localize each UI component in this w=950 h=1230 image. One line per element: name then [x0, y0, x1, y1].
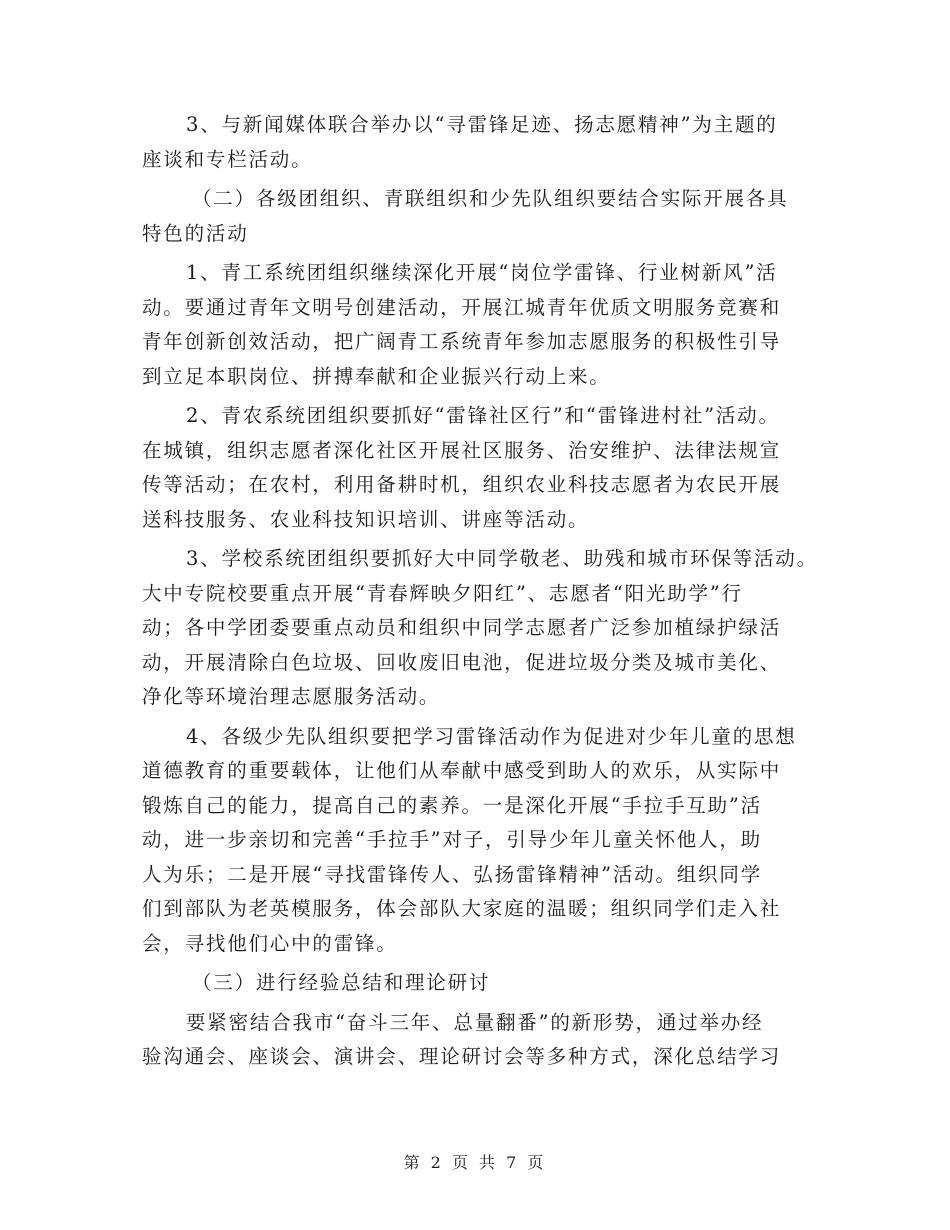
document-body	[142, 108, 832, 1080]
paragraph-line: 3、学校系统团组织要抓好大中同学敬老、助残和城市环保等活动。	[186, 547, 818, 570]
paragraph-line: 人为乐；二是开展“寻找雷锋传人、弘扬雷锋精神”活动。组织同学	[142, 862, 762, 886]
paragraph-line: 动。要通过青年文明号创建活动，开展江城青年优质文明服务竞赛和	[142, 295, 782, 319]
paragraph-line: 动；各中学团委要重点动员和组织中同学志愿者广泛参加植绿护绿活	[142, 616, 782, 639]
paragraph-line: 会，寻找他们心中的雷锋。	[142, 931, 398, 955]
paragraph-line: 到立足本职岗位、拼搏奉献和企业振兴行动上来。	[142, 364, 611, 388]
paragraph-line: 3、与新闻媒体联合举办以“寻雷锋足迹、扬志愿精神”为主题的	[186, 113, 778, 136]
paragraph-p8	[142, 1006, 832, 1075]
paragraph-line: 动，进一步亲切和完善“手拉手”对子，引导少年儿童关怀他人，助	[142, 828, 762, 851]
paragraph-line: 锻炼自己的能力，提高自己的素养。一是深化开展“手拉手互助”活	[142, 793, 762, 817]
paragraph-line: 们到部队为老英模服务，体会部队大家庭的温暖；组织同学们走入社	[142, 897, 782, 920]
paragraph-line: 4、各级少先队组织要把学习雷锋活动作为促进对少年儿童的思想	[186, 724, 797, 748]
paragraph-line: 特色的活动	[142, 221, 249, 245]
paragraph-line: 在城镇，组织志愿者深化社区开展社区服务、治安维护、法律法规宣	[142, 438, 782, 462]
paragraph-p5	[142, 542, 832, 715]
paragraph-line: 道德教育的重要载体，让他们从奉献中感受到助人的欢乐，从实际中	[142, 759, 782, 782]
paragraph-line: 1、青工系统团组织继续深化开展“岗位学雷锋、行业树新风”活	[186, 261, 778, 284]
paragraph-p6	[142, 720, 832, 962]
paragraph-p3	[142, 256, 832, 394]
paragraph-line: 大中专院校要重点开展“青春辉映夕阳红”、志愿者“阳光助学”行	[142, 581, 743, 605]
paragraph-line: 送科技服务、农业科技知识培训、讲座等活动。	[142, 507, 590, 531]
paragraph-line: 净化等环境治理志愿服务活动。	[142, 685, 441, 708]
paragraph-line: 要紧密结合我市“奋斗三年、总量翻番”的新形势，通过举办经	[186, 1010, 764, 1034]
paragraph-p2	[142, 182, 832, 251]
paragraph-line: 座谈和专栏活动。	[142, 147, 313, 171]
paragraph-line: 青年创新创效活动，把广阔青工系统青年参加志愿服务的积极性引导	[142, 330, 782, 353]
page-footer: 第 2 页 共 7 页	[403, 1153, 547, 1172]
paragraph-line: （二）各级团组织、青联组织和少先队组织要结合实际开展各具	[192, 187, 789, 210]
paragraph-line: （三）进行经验总结和理论研讨	[192, 971, 491, 994]
paragraph-line: 动，开展清除白色垃圾、回收废旧电池，促进垃圾分类及城市美化、	[142, 650, 782, 674]
paragraph-p4	[142, 399, 832, 537]
paragraph-p1	[142, 108, 832, 177]
paragraph-line: 验沟通会、座谈会、演讲会、理论研讨会等多种方式，深化总结学习	[142, 1045, 782, 1068]
paragraph-line: 2、青农系统团组织要抓好“雷锋社区行”和“雷锋进村社”活动。	[186, 404, 780, 427]
paragraph-line: 传等活动；在农村，利用备耕时机，组织农业科技志愿者为农民开展	[142, 473, 782, 496]
paragraph-p7	[142, 966, 832, 1001]
